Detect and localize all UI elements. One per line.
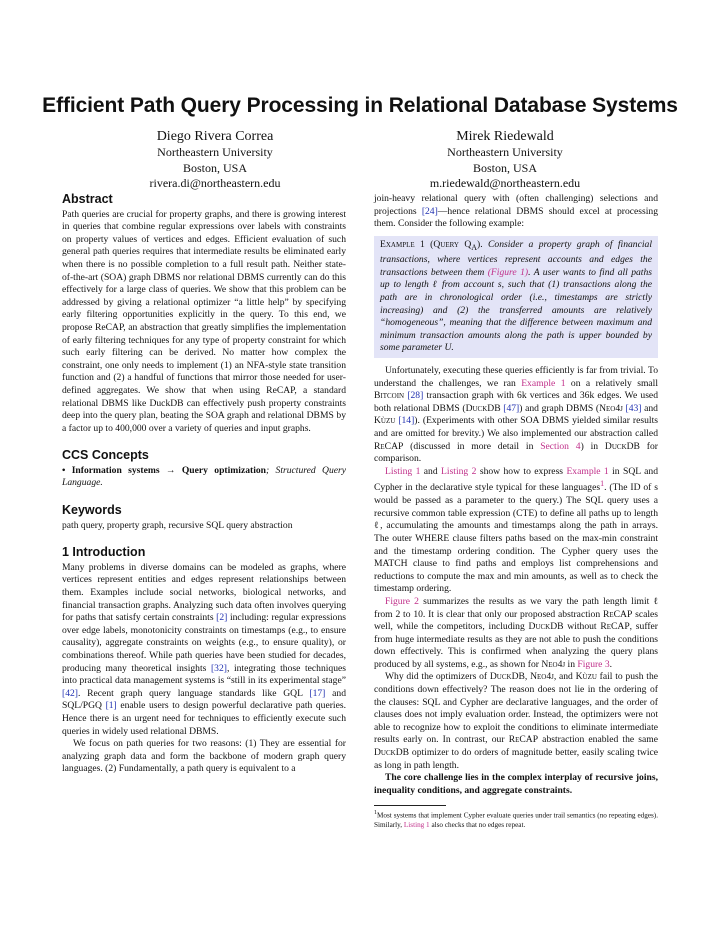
author-location: Boston, USA [182, 160, 247, 175]
figure-link[interactable]: (Figure 1) [487, 266, 529, 278]
author-block-1 [65, 128, 365, 192]
body-paragraph: Figure 2 summarizes the results as we vary the path length limit ℓ from 2 to 10. It is clear that only our proposed abstraction ReCAP scales well, while the competitors, including DuckDB without ReCAP, suffer from huge intermediate results as they are not able to push the conditions down effectively. This is confirmed when analyzing the query plans produced by all systems, e.g., as shown for Neo4j in Figure 3. [374, 595, 658, 670]
citation-link[interactable]: [47] [503, 402, 520, 414]
intro-paragraph-1: Many problems in diverse domains can be modeled as graphs, where vertices represent entities and edges represent relationships between them. Examples include social networks, biological networks, and financial transaction graphs. Analyzing such data often involves querying for paths that satisfy certain constraints [2] including: regular expressions over edge labels, monotonicity constraints on timestamps (e.g., to ensure causality), aggregate constraints on weights (e.g., to ensure quality), or combinations thereof. While path queries have been studied for decades, producing many theoretical insights [32], integrating those techniques into practical data management systems is “still in its experimental stage” [42]. Recent graph query language standards like GQL [17] and SQL/PGQ [1] enable users to design powerful declarative path queries. Hence there is an urgent need for techniques to efficiently execute such queries in widely used relational DBMS. [62, 561, 346, 737]
author-name: Mirek Riedewald [456, 129, 554, 144]
example-link[interactable]: Example 1 [566, 465, 609, 477]
ccs-label: • Information systems → Query optimization [62, 464, 266, 476]
example-link[interactable]: Example 1 [521, 377, 566, 389]
author-affiliation: Northeastern University [447, 145, 563, 159]
citation-link[interactable]: [42] [62, 687, 78, 699]
body-paragraph: Why did the optimizers of DuckDB, Neo4j, and Kùzu fail to push the conditions down effectively? The reason does not lie in the ordering of the clauses: SQL and Cypher are declarative languages, and the order of clauses does not imply evaluation order. Instead, the optimizers were not able to recognize how to exploit the conditions to eliminate intermediate results early on. In contrast, our ReCAP abstraction enabled the same DuckDB optimizer to do orders of magnitude better, easily scaling twice as long in path length. [374, 671, 658, 771]
paper-title: Efficient Path Query Processing in Relational Database Systems [42, 94, 678, 117]
right-column [374, 193, 658, 830]
citation-link[interactable]: [2] [216, 612, 228, 624]
abstract-heading: Abstract [62, 192, 113, 206]
footnote-divider [374, 805, 446, 806]
body-paragraph-bold: The core challenge lies in the complex interplay of recursive joins, inequality conditions, and aggregate constraints. [374, 772, 658, 796]
ccs-concepts [62, 465, 346, 490]
citation-link[interactable]: [17] [309, 687, 326, 699]
citation-link[interactable]: [1] [105, 700, 117, 712]
author-email[interactable]: m.riedewald@northeastern.edu [429, 176, 581, 190]
citation-link[interactable]: [43] [625, 402, 642, 414]
author-name: Diego Rivera Correa [156, 129, 274, 144]
citation-link[interactable]: [32] [210, 662, 227, 674]
body-paragraph: Listing 1 and Listing 2 show how to express Example 1 in SQL and Cypher in the declarative style typical for these languages$^1$. (The ID of s would be passed as a parameter to the query.) The SQL query uses a recursive common table expression (CTE) to define all paths up to length ℓ, accumulating the amounts and timestamps along the path in arrays. The outer WHERE clause filters paths based on the max-min constraint and the timestamp ordering condition. The Cypher query uses the MATCH clause to find paths and employs list comprehensions and reductions to compute the max and min amounts, as well as to check the timestamp ordering. [374, 465, 659, 595]
citation-link[interactable]: [14] [398, 415, 415, 427]
keywords-heading: Keywords [62, 503, 122, 518]
author-affiliation: Northeastern University [157, 145, 273, 159]
example-label: Example 1 (Query $Q_A$). [380, 238, 483, 252]
footnote-marker[interactable]: 1 [600, 479, 605, 489]
keywords-text: path query, property graph, recursive SQL query abstraction [62, 519, 293, 531]
body-paragraph: Unfortunately, executing these queries efficiently is far from trivial. To understand the challenges, we ran Example 1 on a relatively small Bitcoin [28] transaction graph with 6k vertices and 36k edges. We used both relational DBMS (DuckDB [47]) and graph DBMS (Neo4j [43] and Kùzu [14]). (Experiments with other SOA DBMS yielded similar results and are omitted for brevity.) We also implemented our abstraction called ReCAP (discussed in more detail in Section 4) in DuckDB for comparison. [374, 365, 658, 465]
listing-link[interactable]: Listing 2 [441, 465, 477, 477]
figure-link[interactable]: Figure 2 [385, 595, 419, 607]
intro-paragraph-3: join-heavy relational query with (often challenging) selections and projections [24]—hence relational DBMS should excel at processing them. Consider the following example: [374, 193, 658, 230]
listing-link[interactable]: Listing 1 [385, 465, 421, 477]
footnote: $^1$Most systems that implement Cypher evaluate queries under trail semantics (no repeating edges). Similarly, Listing 1 also checks that no edges repeat. [374, 810, 658, 829]
left-column [62, 193, 346, 776]
example-box: Example 1 (Query $Q_A$). Consider a property graph of financial transactions, where vertices represent accounts and edges the transactions between them (Figure 1). A user wants to find all paths up to length ℓ from account s, such that (1) transactions along the path are in chronological order (i.e., timestamps are strictly increasing) and (2) the transferred amounts are relatively “homogeneous”, meaning that the difference between maximum and minimum transaction amounts along the path is upper bounded by some parameter U. [374, 236, 658, 358]
author-location: Boston, USA [472, 160, 537, 175]
abstract-text: Path queries are crucial for property graphs, and there is growing interest in queries that combine regular expressions over labels with constraints on property values of vertices and edges. Efficient evaluation of such general path queries requires that intermediate results be eliminated early when there is no possible completion to a full result path. Neither state-of-the-art (SOA) graph DBMS nor relational DBMS currently can do this effectively for a large class of queries. We show that this problem can be addressed by giving a relational optimizer “a little help” by specifying early filtering opportunities explicitly in the query. To this end, we propose ReCAP, an abstraction that greatly simplifies the implementation of early filtering techniques for any type of property constraint for which such early filtering can be derived. No matter how complex the constraint, one only needs to implement (1) an NFA-style state transition function and (2) a handful of functions that mirror those needed for user-defined aggregates. We show that when using ReCAP, a standard relational DBMS like DuckDB can effectively push property constraints deep into the query plan, beating the SOA graph and relational DBMS by a factor up to 400,000 over a variety of queries and input graphs. [62, 208, 346, 434]
intro-heading: 1 Introduction [62, 545, 146, 560]
citation-link[interactable]: [24] [421, 205, 438, 217]
figure-link[interactable]: Figure 3 [577, 658, 610, 670]
author-email[interactable]: rivera.di@northeastern.edu [149, 176, 281, 190]
listing-link[interactable]: Listing 1 [403, 821, 430, 829]
ccs-heading: CCS Concepts [62, 448, 149, 463]
citation-link[interactable]: [28] [407, 390, 424, 402]
author-block-2 [355, 128, 655, 192]
ccs-detail: ; Structured Query Language. [62, 464, 346, 489]
intro-paragraph-2: We focus on path queries for two reasons: (1) They are essential for analyzing graph data and form the backbone of modern graph query languages. (2) Fundamentally, a path query is equivalent to a [62, 738, 346, 775]
section-link[interactable]: Section 4 [540, 440, 581, 452]
